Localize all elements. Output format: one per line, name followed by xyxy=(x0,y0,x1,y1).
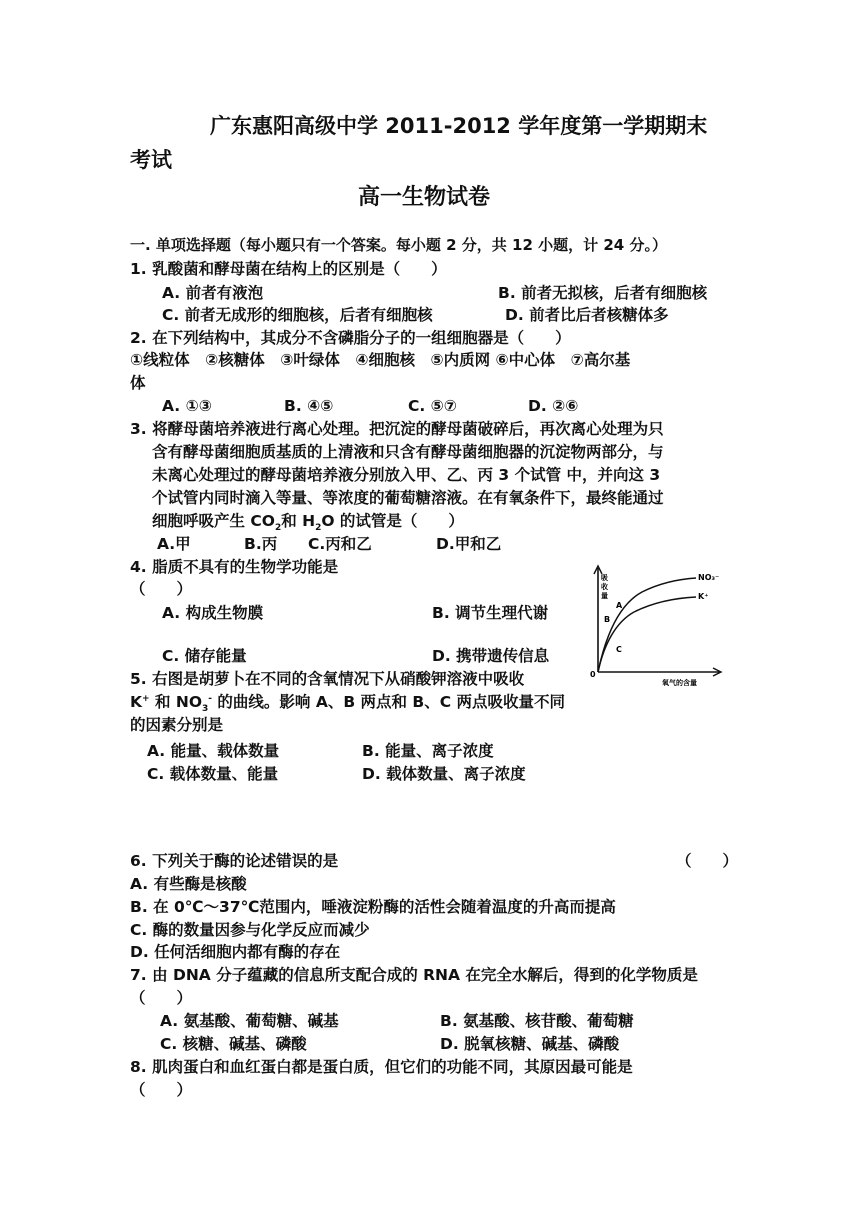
q3-line5: 细胞呼吸产生 $CO_2$和 $H_2O$ 的试管是（ ） xyxy=(152,512,464,534)
point-label-c: C xyxy=(616,645,622,654)
q4-option-d: D. 携带遗传信息 xyxy=(432,647,550,665)
q8-stem: 8. 肌肉蛋白和血红蛋白都是蛋白质，但它们的功能不同，其原因最可能是 xyxy=(130,1058,633,1076)
q3-option-b: B.丙 xyxy=(244,535,278,553)
q1-option-b: B. 前者无拟核，后者有细胞核 xyxy=(498,284,708,302)
q3-line2: 含有酵母菌细胞质基质的上清液和只含有酵母菌细胞器的沉淀物两部分，与 xyxy=(152,443,664,461)
q5-line2: K+ 和 $NO_3^-$ 的曲线。影响 A、B 两点和 B、C 两点吸收量不同 xyxy=(130,693,566,715)
q1-option-c: C. 前者无成形的细胞核，后者有细胞核 xyxy=(162,306,433,324)
q2-option-a: A. ①③ xyxy=(162,397,212,415)
q3-line4: 个试管内同时滴入等量、等浓度的葡萄糖溶液。在有氧条件下，最终能通过 xyxy=(152,489,664,507)
q3-line3: 未离心处理过的酵母菌培养液分别放入甲、乙、丙 3 个试管 中，并向这 3 xyxy=(152,466,661,484)
q2-option-b: B. ④⑤ xyxy=(284,397,334,415)
q7-option-a: A. 氨基酸、葡萄糖、碱基 xyxy=(160,1012,339,1030)
q7-stem: 7. 由 DNA 分子蕴藏的信息所支配合成的 RNA 在完全水解后，得到的化学物质是 xyxy=(130,966,698,984)
curve-k xyxy=(598,597,696,672)
q2-items-line2: 体 xyxy=(130,374,146,392)
q1-stem: 1. 乳酸菌和酵母菌在结构上的区别是（ ） xyxy=(130,260,447,278)
section-heading: 一. 单项选择题（每小题只有一个答案。每小题 2 分，共 12 小题，计 24 分。） xyxy=(130,236,667,254)
curve-label-no3: NO₃⁻ xyxy=(698,573,720,582)
q6-option-d: D. 任何活细胞内都有酶的存在 xyxy=(130,943,341,961)
q4-option-a: A. 构成生物膜 xyxy=(162,604,264,622)
q2-items-line1: ①线粒体 ②核糖体 ③叶绿体 ④细胞核 ⑤内质网 ⑥中心体 ⑦高尔基 xyxy=(130,351,631,369)
q7-option-b: B. 氨基酸、核苷酸、葡萄糖 xyxy=(440,1012,634,1030)
q6-paren: （ ） xyxy=(676,852,739,870)
curve-label-k: K⁺ xyxy=(698,592,709,601)
q6-option-b: B. 在 0℃～37℃范围内，唾液淀粉酶的活性会随着温度的升高而提高 xyxy=(130,898,616,916)
q5-option-b: B. 能量、离子浓度 xyxy=(362,742,494,760)
q5-line1: 5. 右图是胡萝卜在不同的含氧情况下从硝酸钾溶液中吸收 xyxy=(130,670,525,688)
q2-option-c: C. ⑤⑦ xyxy=(408,397,457,415)
q5-option-d: D. 载体数量、离子浓度 xyxy=(362,765,526,783)
curve-no3 xyxy=(598,578,696,672)
q2-option-d: D. ②⑥ xyxy=(528,397,579,415)
y-axis-label: 吸收量 xyxy=(601,574,608,600)
q3-line1: 3. 将酵母菌培养液进行离心处理。把沉淀的酵母菌破碎后，再次离心处理为只 xyxy=(130,420,664,438)
q5-option-a: A. 能量、载体数量 xyxy=(147,742,280,760)
q1-option-d: D. 前者比后者核糖体多 xyxy=(505,306,669,324)
q6-stem: 6. 下列关于酶的论述错误的是 xyxy=(130,852,339,870)
q4-stem: 4. 脂质不具有的生物学功能是 xyxy=(130,558,339,576)
q3-option-a: A.甲 xyxy=(157,535,191,553)
q7-paren: （ ） xyxy=(130,989,193,1007)
q4-option-c: C. 储存能量 xyxy=(162,647,247,665)
q6-option-a: A. 有些酶是核酸 xyxy=(130,875,247,893)
q7-option-c: C. 核糖、碱基、磷酸 xyxy=(160,1035,307,1053)
q3-option-c: C.丙和乙 xyxy=(308,535,372,553)
q5-option-c: C. 载体数量、能量 xyxy=(147,765,279,783)
q3-option-d: D.甲和乙 xyxy=(436,535,502,553)
point-label-b: B xyxy=(604,615,611,624)
q4-option-b: B. 调节生理代谢 xyxy=(432,604,549,622)
absorption-graph xyxy=(586,564,726,686)
q4-paren: （ ） xyxy=(130,580,193,598)
x-axis-label: 氧气的含量 xyxy=(662,679,697,686)
page-title-line2: 考试 xyxy=(130,148,172,172)
q6-option-c: C. 酶的数量因参与化学反应而减少 xyxy=(130,921,370,939)
q1-option-a: A. 前者有液泡 xyxy=(162,284,264,302)
page-title-line1: 广东惠阳高级中学 2011-2012 学年度第一学期期末 xyxy=(210,114,708,138)
q2-stem: 2. 在下列结构中，其成分不含磷脂分子的一组细胞器是（ ） xyxy=(130,329,571,347)
page-subtitle: 高一生物试卷 xyxy=(358,185,491,210)
q5-line3: 的因素分别是 xyxy=(130,716,224,734)
point-label-a: A xyxy=(616,601,623,610)
origin-label: 0 xyxy=(590,670,596,679)
q7-option-d: D. 脱氧核糖、碱基、磷酸 xyxy=(440,1035,620,1053)
q8-paren: （ ） xyxy=(130,1081,193,1099)
